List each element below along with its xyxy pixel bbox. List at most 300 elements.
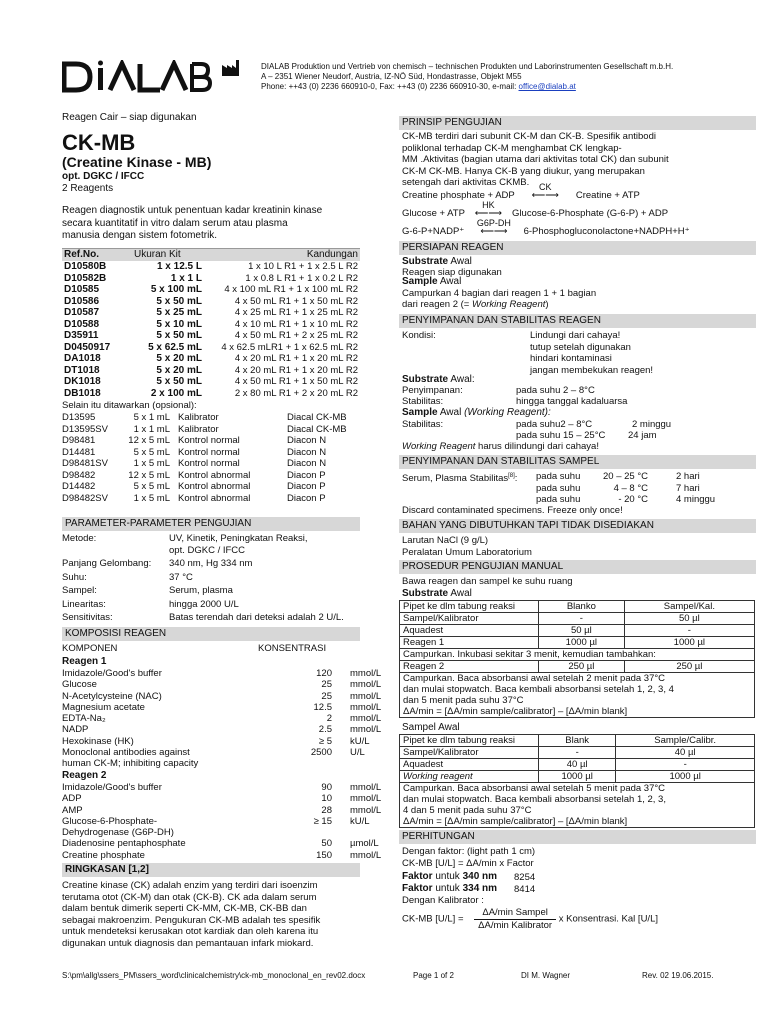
table-cell: 50 µl	[624, 613, 754, 625]
ringkasan-text	[62, 880, 360, 949]
kit-content: 4 x 20 mL R1 + 1 x 20 mL R2	[234, 364, 358, 376]
section-header-prinsip: PRINSIP PENGUJIAN	[399, 116, 756, 130]
parameter-value-line: opt. DGKC / IFCC	[169, 544, 246, 556]
ref-table-row	[62, 284, 360, 296]
composition-row	[62, 827, 360, 838]
optional-ref: D98481	[62, 435, 96, 446]
ringkasan-line: sebagai makroenzim. Pengukuran CK-MB adalah tes spesifik	[62, 914, 321, 926]
eq3-enzyme: G6P-DH	[476, 218, 511, 228]
table-cell: 250 µl	[624, 661, 754, 673]
optional-size: 5 x 5 mL	[133, 446, 170, 458]
component-unit: kU/L	[350, 735, 370, 747]
intro-line: secara kuantitatif in vitro dalam serum atau plasma	[62, 217, 288, 229]
composition-row	[62, 793, 382, 805]
kit-content: 4 x 20 mL R1 + 1 x 20 mL R2	[234, 353, 358, 364]
table-cell: -	[539, 747, 616, 759]
awal-label: Awal	[439, 276, 462, 287]
ref-table-row	[62, 342, 360, 354]
untuk-label: untuk	[435, 883, 460, 894]
table-cell: 1000 µl	[539, 637, 625, 649]
fraction-numerator: ΔA/min Sampel	[474, 907, 556, 920]
table-cell: -	[616, 759, 755, 771]
optional-size: 12 x 5 mL	[128, 435, 170, 446]
factory-icon	[222, 60, 242, 76]
substrate-label: Substrate	[402, 588, 449, 599]
stability-prefix: pada suhu	[536, 471, 581, 482]
fraction-denominator: ΔA/min Kalibrator	[478, 919, 553, 931]
sampel-stability-list	[536, 471, 756, 506]
ref-table-row	[62, 319, 360, 331]
parameter-label: Panjang Gelombang:	[62, 558, 152, 569]
table-row	[400, 771, 755, 783]
table-cell: Pipet ke dlm tabung reaksi	[400, 601, 539, 613]
kit-content: 1 x 0.8 L R1 + 1 x 0.2 L R2	[245, 272, 358, 284]
parameter-label: Sensitivitas:	[62, 612, 113, 623]
eq3-right: 6-Phosphogluconolactone+NADPH+H⁺	[523, 226, 690, 237]
dengan-faktor-label: Dengan faktor	[402, 846, 462, 857]
awal-label: Awal	[439, 407, 462, 418]
parameter-label: Suhu:	[62, 571, 87, 583]
component-name: N-Acetylcysteine (NAC)	[62, 690, 162, 702]
optional-size: 1 x 5 mL	[133, 492, 170, 504]
bahan-item: Peralatan Umum Laboratorium	[402, 546, 532, 558]
ckmb-factor-formula: CK-MB [U/L] = ΔA/min x Factor	[402, 858, 534, 869]
component-name: Monoclonal antibodies against	[62, 747, 190, 759]
component-name: Magnesium acetate	[62, 701, 145, 713]
stabilitas-label: Stabilitas:	[402, 396, 444, 407]
kit-content: 2 x 80 mL R1 + 2 x 20 mL R2	[234, 387, 358, 399]
light-path: : (light path 1 cm)	[461, 846, 536, 857]
component-amount: 2500	[310, 747, 332, 759]
component-name: AMP	[62, 804, 83, 816]
optional-size: 5 x 1 mL	[133, 412, 170, 423]
ref-table-row	[62, 388, 360, 400]
ref-number: D10582B	[64, 272, 107, 284]
faktor-334	[402, 883, 497, 896]
component-amount: ≥ 5	[318, 735, 332, 747]
optional-type: Kontrol normal	[178, 446, 240, 458]
kit-size: 5 x 50 mL	[156, 295, 202, 307]
penyimpanan-value: pada suhu 2 – 8°C	[516, 385, 595, 396]
section-header-ringkasan: RINGKASAN [1,2]	[62, 863, 360, 877]
stab-wr-2-time: 24 jam	[628, 430, 657, 441]
dialab-logo-graphic	[62, 60, 212, 94]
parameter-value	[169, 599, 360, 611]
wr-term: Working Reagent	[402, 441, 476, 452]
formula-tail: x Konsentrasi. Kal [U/L]	[558, 913, 658, 925]
kit-size: 1 x 12.5 L	[156, 261, 202, 272]
ref-number: DT1018	[64, 364, 100, 376]
component-unit: mmol/L	[350, 690, 382, 702]
ringkasan-line: Creatine kinase (CK) adalah enzim yang terdiri dari isoenzim	[62, 880, 318, 891]
ref-table-row	[62, 307, 360, 319]
footer-rev: Rev. 02 19.06.2015.	[642, 971, 714, 980]
component-amount: 2	[326, 713, 332, 725]
komp-col-konsentrasi: KONSENTRASI	[258, 643, 327, 654]
kit-content: 4 x 62.5 mLR1 + 1 x 62.5 mL R2	[221, 341, 358, 353]
table-cell: Reagen 2	[400, 661, 539, 673]
parameter-row	[62, 599, 360, 611]
stabilitas-value: hingga tanggal kadaluarsa	[516, 396, 628, 407]
table-cell: 250 µl	[539, 661, 625, 673]
awal-label: Awal	[438, 722, 460, 733]
sample-stability-row	[536, 471, 756, 483]
optional-row	[62, 447, 360, 459]
ref-number: D10588	[64, 318, 100, 330]
section-header-penyimpanan-sampel: PENYIMPANAN DAN STABILITAS SAMPEL	[399, 455, 756, 469]
parameter-list	[62, 533, 360, 626]
campurkan-text: Campurkan 4 bagian dari reagen 1 + 1 bagian	[402, 288, 597, 299]
section-header-prosedur: PROSEDUR PENGUJIAN MANUAL	[399, 560, 756, 574]
prinsip-text	[402, 131, 754, 189]
page-title: CK-MB	[62, 130, 136, 155]
prinsip-line: MM .Aktivitas (bagian utama dari aktivitas total CK) dan subunit	[402, 154, 669, 165]
sample-label: Sample	[402, 276, 438, 287]
optional-ref: D98482SV	[62, 492, 108, 504]
dengan-kalibrator	[402, 895, 484, 907]
kit-size: 1 x 1 L	[170, 272, 202, 284]
sampel-awal-label	[402, 722, 460, 735]
ref-number: D0450917	[64, 341, 111, 353]
table-cell: Sampel/Kalibrator	[400, 747, 539, 759]
substrate-label: Substrate	[402, 256, 449, 267]
optional-row	[62, 412, 360, 424]
discard-text: Discard contaminated specimens. Freeze only once!	[402, 505, 623, 516]
parameter-row	[62, 572, 360, 584]
kit-content: 1 x 10 L R1 + 1 x 2.5 L R2	[248, 261, 358, 272]
component-unit: kU/L	[350, 815, 370, 827]
parameter-value-line: UV, Kinetik, Peningkatan Reaksi,	[169, 533, 308, 544]
dari-reagen: dari reagen 2 (=	[402, 299, 472, 310]
component-amount: 28	[321, 804, 332, 816]
component-amount: 25	[321, 679, 332, 691]
intro-text	[62, 205, 362, 243]
component-name: Diadenosine pentaphosphate	[62, 838, 186, 850]
wr-protect-text: harus dilindungi dari cahaya!	[475, 441, 599, 452]
composition-row	[62, 735, 370, 747]
table-cell	[400, 783, 755, 828]
footer-author: DI M. Wagner	[521, 971, 571, 980]
section-header-bahan: BAHAN YANG DIBUTUHKAN TAPI TIDAK DISEDIAKAN	[399, 519, 756, 533]
reagen-1-title: Reagen 1	[62, 656, 107, 667]
table-row	[400, 661, 755, 673]
eq3-arrow: G6P-DH ⟵⟶	[467, 226, 521, 238]
stability-time: 4 minggu	[676, 494, 716, 505]
stability-time: 2 hari	[676, 471, 700, 482]
kit-size: 5 x 20 mL	[156, 364, 202, 376]
stability-prefix: pada suhu	[536, 494, 581, 505]
table-row	[400, 747, 755, 759]
awal-label: Awal	[450, 374, 472, 385]
parameter-row	[62, 612, 360, 624]
component-unit: mmol/L	[350, 849, 382, 861]
table-cell: Sample/Calibr.	[616, 735, 755, 747]
ringkasan-line: digunakan untuk diagnosis dan pemantauan infark miokard.	[62, 937, 314, 949]
optional-ref: D13595	[62, 412, 96, 423]
optional-size: 1 x 1 mL	[133, 423, 170, 435]
ref-number: DA1018	[64, 353, 101, 364]
optional-ref: D13595SV	[62, 423, 108, 435]
table-row	[400, 625, 755, 637]
eq2-right: Glucose-6-Phosphate (G-6-P) + ADP	[512, 208, 669, 219]
table-cell: Sampel/Kalibrator	[400, 613, 539, 625]
stab-wr-1-time: 2 minggu	[632, 419, 672, 430]
section-header-komposisi: KOMPOSISI REAGEN	[62, 627, 360, 641]
instruction-line: ΔA/min = [ΔA/min sample/calibrator] – [ΔA/min blank]	[403, 816, 628, 827]
kit-content: 4 x 50 mL R1 + 2 x 25 mL R2	[234, 330, 358, 341]
formula-lhs: CK-MB [U/L] =	[402, 913, 464, 925]
stability-temp: 20 – 25 °C	[603, 471, 648, 482]
optional-type: Kontrol normal	[178, 435, 240, 446]
working-reagent-term: Working Reagent	[471, 299, 546, 310]
address-line: A – 2351 Wiener Neudorf, Austria, IZ-NÖ Süd, Hondastrasse, Objekt M55	[261, 72, 522, 81]
table-row	[400, 637, 755, 649]
footer-path: S:\pm\allg\ssers_PM\ssers_word\clinicalchemistry\ck-mb_monoclonal_en_rev02.docx	[62, 971, 366, 980]
table-row	[400, 783, 755, 828]
parameter-value-line: Batas terendah dari deteksi adalah 2 U/L.	[169, 612, 344, 623]
optional-row	[62, 435, 360, 447]
kit-size: 5 x 50 mL	[156, 376, 202, 387]
composition-row	[62, 690, 382, 702]
parameter-value	[169, 572, 360, 584]
calibrator-formula	[402, 907, 658, 931]
optional-product: Diacon N	[287, 435, 327, 446]
component-unit: mmol/L	[350, 782, 382, 793]
ref-table-row	[62, 376, 360, 388]
section-header-perhitungan: PERHITUNGAN	[399, 830, 756, 844]
component-amount: 50	[321, 838, 332, 850]
table-cell: 50 µl	[539, 625, 625, 637]
eq2-enzyme: HK	[482, 200, 495, 210]
table-cell: 40 µl	[616, 747, 755, 759]
formula-fraction	[474, 907, 556, 931]
composition-row	[62, 747, 365, 759]
optional-type: Kalibrator	[178, 412, 219, 423]
eq1-enzyme: CK	[538, 182, 552, 192]
parameter-row	[62, 585, 360, 597]
optional-type: Kalibrator	[178, 423, 219, 435]
table-cell: Aquadest	[400, 759, 539, 771]
optional-ref: D98482	[62, 469, 96, 481]
page-subtitle: (Creatine Kinase - MB)	[62, 154, 212, 170]
composition-row	[62, 838, 379, 850]
kondisi-item: jangan membekukan reagen!	[530, 364, 654, 376]
faktor-340	[402, 871, 497, 884]
eq2-left: Glucose + ATP	[402, 208, 465, 219]
optional-product: Diacon P	[287, 481, 326, 492]
faktor-wavelength: 334 nm	[462, 883, 498, 894]
stability-time: 7 hari	[676, 482, 700, 494]
component-amount: 12.5	[313, 701, 332, 713]
optional-product: Diacon N	[287, 458, 327, 469]
component-amount: ≥ 15	[313, 815, 332, 827]
optional-size: 1 x 5 mL	[133, 458, 170, 469]
component-name: Glucose	[62, 679, 97, 691]
table-cell: Aquadest	[400, 625, 539, 637]
ref-number: DB1018	[64, 387, 101, 399]
table-header-row	[400, 735, 755, 747]
sample-label: Sample	[402, 407, 438, 418]
ref-col-size: Ukuran Kit	[134, 249, 181, 260]
component-unit: mmol/L	[350, 804, 382, 816]
ref-table-row	[62, 261, 360, 273]
reagen-siap: Reagen siap digunakan	[402, 267, 502, 278]
email-link[interactable]: office@dialab.at	[518, 82, 576, 91]
equation-hk	[402, 200, 669, 220]
component-unit: mmol/L	[350, 668, 382, 679]
prinsip-line: setengah dari aktivitas CKMB.	[402, 177, 530, 188]
optional-type: Kontrol abnormal	[178, 492, 251, 504]
kit-size: 5 x 25 mL	[156, 307, 202, 318]
prinsip-line: poliklonal terhadap CK-M menghambat CK lengkap-	[402, 142, 622, 154]
contact-line	[261, 82, 673, 92]
eq1-left: Creatine phosphate + ADP	[402, 190, 515, 201]
eq3-left: G-6-P+NADP⁺	[402, 226, 465, 237]
table-cell	[400, 673, 755, 718]
ref-table-row	[62, 296, 360, 308]
optional-product: Diacon P	[287, 469, 326, 481]
table-row	[400, 649, 755, 661]
table-cell: 1000 µl	[616, 771, 755, 783]
parameter-value-line: Serum, plasma	[169, 585, 233, 596]
ringkasan-line: dalam bentuk dimerik seperti CK-MM, CK-MB, CK-BB dan	[62, 903, 307, 914]
optional-ref: D14482	[62, 481, 96, 492]
table-row	[400, 759, 755, 771]
stabilitas-label-2: Stabilitas:	[402, 419, 444, 430]
component-name: human CK-M; inhibiting capacity	[62, 758, 199, 770]
kit-content: 4 x 50 mL R1 + 1 x 50 mL R2	[234, 376, 358, 387]
optional-size: 5 x 5 mL	[133, 481, 170, 492]
kit-content: 4 x 25 mL R1 + 1 x 25 mL R2	[234, 307, 358, 318]
ref-number: D35911	[64, 330, 99, 341]
contact-prefix: Phone: ++43 (0) 2236 660910-0, Fax: ++43 (0) 2236 660910-30, e-mail:	[261, 82, 519, 91]
wr-paren: (Working Reagent):	[464, 407, 551, 418]
optional-size: 12 x 5 mL	[128, 469, 170, 481]
table-header-row	[400, 601, 755, 613]
ref-table-row	[62, 353, 360, 365]
company-line: DIALAB Produktion und Vertrieb von chemisch – technischen Produkten und Laborinstrumenten Gesellschaft m.b.H.	[261, 62, 674, 71]
table-cell: 40 µl	[539, 759, 616, 771]
sample-stability-row	[536, 483, 756, 495]
component-amount: 90	[321, 782, 332, 793]
kondisi-item: tutup setelah digunakan	[530, 341, 631, 353]
reagen-2-title: Reagen 2	[62, 770, 107, 781]
eq2-arrow: HK ⟵⟶	[467, 208, 509, 220]
component-name: Imidazole/Good's buffer	[62, 782, 162, 793]
component-name: NADP	[62, 724, 89, 736]
prinsip-line: CK-M CK-MB. Hanya CK-B yang diukur, yang merupakan	[402, 165, 645, 177]
composition-row	[62, 724, 382, 736]
serum-ref: [8]	[508, 473, 515, 479]
reagen-2-list	[62, 782, 382, 861]
reagen-1-list	[62, 668, 382, 770]
component-name: Dehydrogenase (G6P-DH)	[62, 827, 174, 839]
table-cell: Reagen 1	[400, 637, 539, 649]
optional-row	[62, 481, 360, 493]
parameter-row	[62, 558, 360, 570]
method: opt. DGKC / IFCC	[62, 171, 145, 182]
parameter-row	[62, 533, 360, 556]
awal-label: Awal	[450, 256, 472, 267]
parameter-value	[169, 533, 360, 556]
ringkasan-line: untuk mendeteksi kerusakan otot kardiak dan oleh karena itu	[62, 926, 319, 937]
component-name: ADP	[62, 793, 82, 805]
section-header-persiapan: PERSIAPAN REAGEN	[399, 241, 756, 255]
optional-product: Diacon N	[287, 446, 327, 458]
kondisi-label: Kondisi:	[402, 330, 436, 341]
kit-content: 4 x 50 mL R1 + 1 x 50 mL R2	[234, 295, 358, 307]
sampel-label: Sampel	[402, 722, 436, 733]
optional-row	[62, 493, 360, 505]
stability-prefix: pada suhu	[536, 482, 581, 494]
optional-row	[62, 470, 360, 482]
kit-size: 5 x 20 mL	[156, 353, 202, 364]
table-cell: Working reagent	[400, 771, 539, 783]
eq1-right: Creatine + ATP	[575, 190, 640, 201]
component-unit: mmol/L	[350, 701, 382, 713]
component-unit: mmol/L	[350, 724, 382, 736]
component-unit: µmol/L	[350, 838, 379, 850]
parameter-value	[169, 558, 360, 570]
faktor-wavelength: 340 nm	[462, 871, 498, 882]
instruction-line: Campurkan. Baca absorbansi awal setelah 2 menit pada 37°C	[403, 673, 666, 684]
faktor-label: Faktor	[402, 871, 433, 882]
component-amount: 25	[321, 690, 332, 702]
serum-label: Serum, Plasma Stabilitas[8]:	[402, 473, 518, 485]
kondisi-item: Lindungi dari cahaya!	[530, 330, 621, 341]
optional-row	[62, 424, 360, 436]
ref-number: D10586	[64, 295, 100, 307]
composition-row	[62, 815, 370, 827]
composition-row	[62, 758, 360, 769]
instruction-line: 4 dan 5 menit pada suhu 37°C	[403, 805, 532, 816]
kit-content: 4 x 10 mL R1 + 1 x 10 mL R2	[234, 318, 358, 330]
optional-ref: D98481SV	[62, 458, 108, 469]
ref-table-header	[62, 248, 360, 261]
wr-protect	[402, 441, 599, 453]
awal-label: Awal	[450, 588, 472, 599]
serum-text: Serum, Plasma Stabilitas	[402, 473, 509, 485]
section-header-penyimpanan-reagen: PENYIMPANAN DAN STABILITAS REAGEN	[399, 314, 756, 328]
parameter-label: Linearitas:	[62, 598, 106, 610]
optional-product: Diacon P	[287, 492, 326, 504]
component-amount: 150	[316, 849, 332, 861]
parameter-value-line: 340 nm, Hg 334 nm	[169, 558, 253, 569]
composition-row	[62, 668, 382, 679]
parameter-label: Sampel:	[62, 585, 97, 596]
substrate-awal-2: Substrate Awal:	[402, 374, 475, 385]
kondisi-list	[530, 330, 653, 376]
ref-col-content: Kandungan	[306, 249, 358, 260]
stability-temp: 4 – 8 °C	[613, 482, 648, 494]
faktor-340-value: 8254	[514, 872, 536, 883]
ref-table-row	[62, 273, 360, 285]
optional-ref: D14481	[62, 446, 96, 458]
eq1-arrow: CK ⟵⟶	[517, 190, 573, 202]
table-cell: Sampel/Kal.	[624, 601, 754, 613]
kit-size: 5 x 62.5 mL	[148, 341, 202, 353]
component-unit: mmol/L	[350, 713, 382, 725]
component-name: Creatine phosphate	[62, 849, 145, 861]
component-amount: 10	[321, 793, 332, 805]
optional-product: Diacal CK-MB	[287, 423, 347, 435]
dari-reagen-end: )	[545, 299, 549, 310]
ref-number: D10580B	[64, 261, 107, 272]
dialab-logo	[62, 60, 212, 94]
composition-row	[62, 713, 382, 725]
pipet-table-sample	[399, 734, 755, 828]
optional-row	[62, 458, 360, 470]
